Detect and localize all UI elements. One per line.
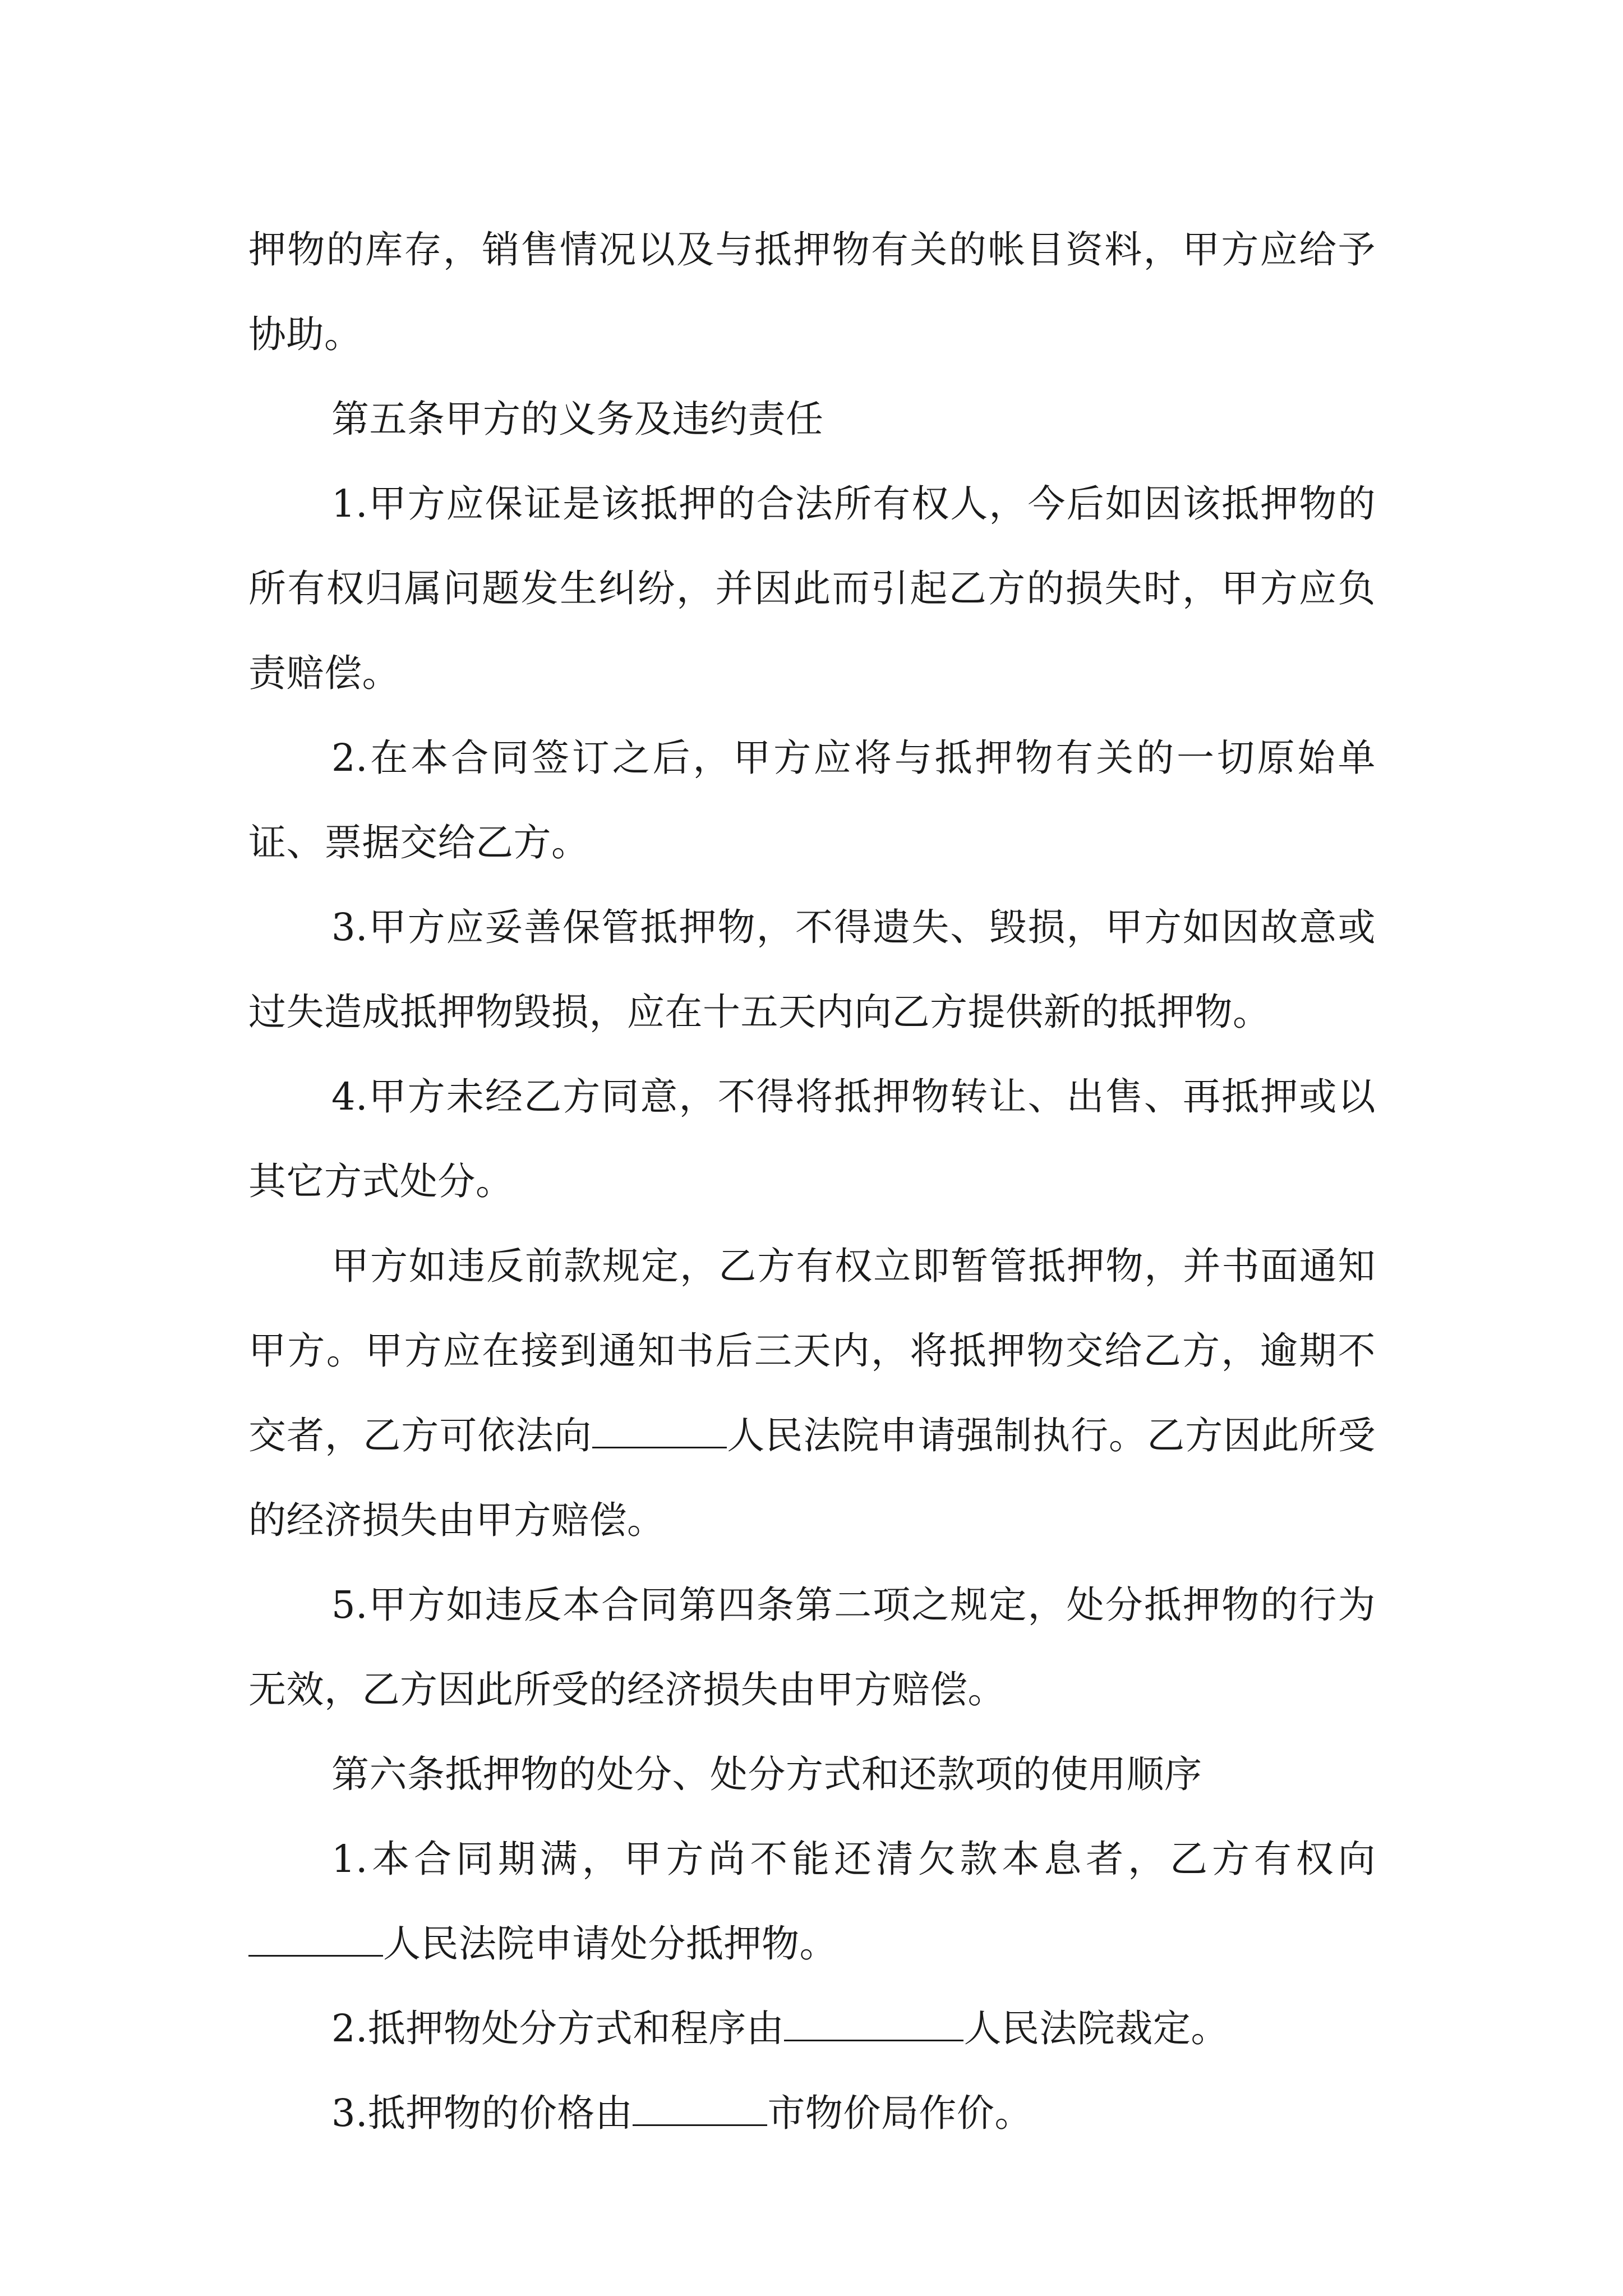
- paragraph-text-before-blank: 3.抵押物的价格由: [331, 2091, 633, 2135]
- article-5-clause-4-supplement: [248, 1224, 1376, 1563]
- paragraph-text-after-blank: 人民法院申请处分抵押物。: [383, 1922, 837, 1966]
- paragraph-continuation: 押物的库存，销售情况以及与抵押物有关的帐目资料，甲方应给予协助。: [248, 228, 1376, 356]
- article-5-clause-2: 2.在本合同签订之后，甲方应将与抵押物有关的一切原始单证、票据交给乙方。: [248, 736, 1376, 864]
- document-body: [248, 208, 1376, 2156]
- fill-in-blank-court: [592, 1418, 727, 1448]
- article-6-heading: 第六条抵押物的处分、处分方式和还款项的使用顺序: [331, 1752, 1202, 1796]
- paragraph-text-before-blank: 1.本合同期满，甲方尚不能还清欠款本息者，乙方有权向: [331, 1837, 1376, 1881]
- paragraph-text-before-blank: 2.抵押物处分方式和程序由: [331, 2007, 785, 2050]
- article-5-clause-1: 1.甲方应保证是该抵押的合法所有权人，今后如因该抵押物的所有权归属问题发生纠纷，并因此而引起乙方的损失时，甲方应负责赔偿。: [248, 482, 1376, 695]
- article-6-clause-1: [248, 1817, 1376, 1986]
- paragraph-text-after-blank: 人民法院裁定。: [963, 2007, 1229, 2050]
- paragraph-text-before-blank: 甲方如违反前款规定，乙方有权立即暂管抵押物，并书面通知甲方。甲方应在接到通知书后三天内，将抵押物交给乙方，逾期不交者，乙方可依法向: [248, 1244, 1376, 1457]
- article-5-clause-5: 5.甲方如违反本合同第四条第二项之规定，处分抵押物的行为无效，乙方因此所受的经济损失由甲方赔偿。: [248, 1583, 1376, 1711]
- article-6-clause-3: [248, 2071, 1376, 2156]
- fill-in-blank-city: [633, 2095, 767, 2126]
- article-6-clause-2: [248, 1986, 1376, 2071]
- paragraph-text-after-blank: 市物价局作价。: [767, 2091, 1032, 2135]
- article-5-heading: 第五条甲方的义务及违约责任: [331, 397, 824, 441]
- article-5-clause-4: 4.甲方未经乙方同意，不得将抵押物转让、出售、再抵押或以其它方式处分。: [248, 1075, 1376, 1203]
- paragraph-text-after-blank: 人民法院申请强制执行。乙方因此所受的经济损失由甲方赔偿。: [248, 1414, 1376, 1542]
- article-5-clause-3: 3.甲方应妥善保管抵押物，不得遗失、毁损，甲方如因故意或过失造成抵押物毁损，应在十五天内向乙方提供新的抵押物。: [248, 905, 1376, 1034]
- fill-in-blank-court: [784, 2010, 963, 2041]
- fill-in-blank-court: [248, 1926, 383, 1957]
